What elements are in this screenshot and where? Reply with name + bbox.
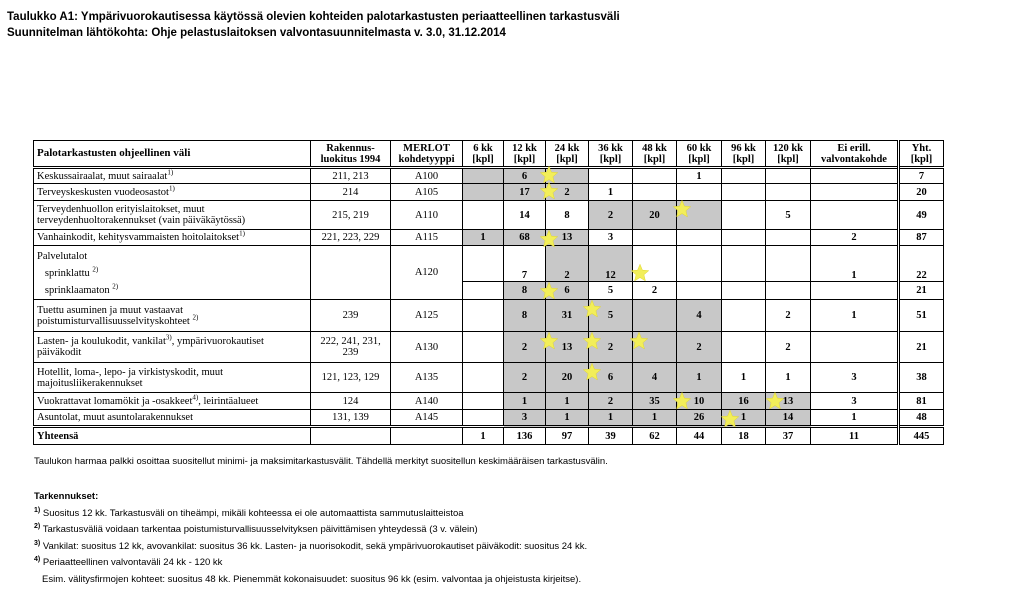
table-row <box>34 393 944 410</box>
cell-total: 39 <box>589 427 633 445</box>
cell-merlot: A130 <box>391 332 463 363</box>
cell <box>811 184 899 201</box>
cell: 1 <box>811 410 899 427</box>
cell: 14 <box>766 410 811 427</box>
cell: 12 <box>589 246 633 282</box>
row-label: Keskussairaalat, muut sairaalat$^{1)}$ <box>34 168 311 184</box>
cell <box>766 230 811 246</box>
cell <box>766 184 811 201</box>
cell: 3 <box>811 363 899 393</box>
cell: 2 <box>589 201 633 230</box>
cell: 2 <box>677 332 722 363</box>
cell <box>391 427 463 445</box>
cell: 5 <box>766 201 811 230</box>
star-icon <box>720 409 740 429</box>
cell-total: 97 <box>546 427 589 445</box>
header-48kk: 48 kk [kpl] <box>633 141 677 168</box>
row-label: Asuntolat, muut asuntolarakennukset <box>34 410 311 427</box>
cell-rak: 215, 219 <box>311 201 391 230</box>
row-label: Tuettu asuminen ja muut vastaavat poistumisturvallisuusselvityskohteet $^{2)}$ <box>34 300 311 332</box>
cell-total: 48 <box>899 410 944 427</box>
cell-rak <box>311 246 391 300</box>
inspection-interval-table <box>33 140 944 445</box>
title-line-1: Taulukko A1: Ympärivuorokautisessa käytössä olevien kohteiden palotarkastusten periaatteellinen tarkastusväli <box>7 11 620 23</box>
cell: 14 <box>504 201 546 230</box>
header-36kk: 36 kk [kpl] <box>589 141 633 168</box>
note-1: $^{1)}$ Suositus 12 kk. Tarkastusväli on tiheämpi, mikäli kohteessa ei ole automaattista sammutuslaitteistoa <box>34 506 464 519</box>
cell: 2 <box>766 300 811 332</box>
cell <box>633 230 677 246</box>
cell: 1 <box>589 184 633 201</box>
table-row <box>34 184 944 201</box>
header-24kk: 24 kk [kpl] <box>546 141 589 168</box>
cell: 1 <box>766 363 811 393</box>
star-icon <box>582 331 602 351</box>
cell <box>633 168 677 184</box>
cell <box>722 201 766 230</box>
cell: 2 <box>589 393 633 410</box>
cell <box>766 281 811 299</box>
cell: 1 <box>633 410 677 427</box>
table-row <box>34 201 944 230</box>
header-12kk: 12 kk [kpl] <box>504 141 546 168</box>
cell <box>463 168 504 184</box>
note-4: $^{4)}$ Periaatteellinen valvontaväli 24 kk - 120 kk <box>34 555 223 568</box>
cell: 68 <box>504 230 546 246</box>
cell-total: 18 <box>722 427 766 445</box>
cell: 6 <box>546 281 589 299</box>
cell <box>463 246 504 282</box>
cell <box>677 281 722 299</box>
cell <box>463 393 504 410</box>
cell: 1 <box>589 410 633 427</box>
notes-heading: Tarkennukset: <box>34 491 99 502</box>
cell-total: 37 <box>766 427 811 445</box>
table-row <box>34 363 944 393</box>
cell <box>766 246 811 282</box>
star-icon <box>539 331 559 351</box>
cell <box>677 246 722 282</box>
cell-rak: 131, 139 <box>311 410 391 427</box>
cell <box>722 184 766 201</box>
cell <box>811 281 899 299</box>
cell <box>311 427 391 445</box>
note-4-detail: Esim. välitysfirmojen kohteet: suositus 48 kk. Pienemmät kokonaisuudet: suositus 96 kk (esim. valvontaa ja ohjeistusta kirjeitse). <box>42 573 582 585</box>
cell: 1 <box>677 363 722 393</box>
cell: 35 <box>633 393 677 410</box>
note-2: $^{2)}$ Tarkastusväliä voidaan tarkentaa poistumisturvallisuusselvityksen päivittämisen yhteydessä (3 v. välein) <box>34 522 478 535</box>
cell-total: 20 <box>899 184 944 201</box>
cell-merlot: A125 <box>391 300 463 332</box>
cell: 10 <box>677 393 722 410</box>
cell: 8 <box>546 201 589 230</box>
star-icon <box>629 331 649 351</box>
cell: 2 <box>633 281 677 299</box>
header-merlot: MERLOT kohdetyyppi <box>391 141 463 168</box>
star-icon <box>539 281 559 301</box>
cell-merlot: A110 <box>391 201 463 230</box>
cell: 1 <box>546 410 589 427</box>
cell: 1 <box>722 410 766 427</box>
row-label: Terveydenhuollon erityislaitokset, muut terveydenhuoltorakennukset (vain päiväkäytössä) <box>34 201 311 230</box>
cell <box>463 201 504 230</box>
star-icon <box>539 181 559 201</box>
table-row <box>34 168 944 184</box>
table-legend-note: Taulukon harmaa palkki osoittaa suositellut minimi- ja maksimitarkastusvälit. Tähdellä merkityt suositellun keskimääräisen tarkastusvälin. <box>34 456 608 467</box>
cell-total: 51 <box>899 300 944 332</box>
cell-total: 62 <box>633 427 677 445</box>
star-icon <box>582 362 602 382</box>
cell-rak: 121, 123, 129 <box>311 363 391 393</box>
cell-total: 7 <box>899 168 944 184</box>
cell-rak: 239 <box>311 300 391 332</box>
cell-rak: 221, 223, 229 <box>311 230 391 246</box>
cell-merlot: A100 <box>391 168 463 184</box>
cell: 3 <box>811 393 899 410</box>
table-row <box>34 300 944 332</box>
cell: 2 <box>811 230 899 246</box>
row-label: Hotellit, loma-, lepo- ja virkistyskodit, muut majoitusliikerakennukset <box>34 363 311 393</box>
cell <box>811 201 899 230</box>
cell: 1 <box>722 363 766 393</box>
header-yht: Yht. [kpl] <box>899 141 944 168</box>
cell: 5 <box>589 300 633 332</box>
cell <box>589 168 633 184</box>
cell: 4 <box>677 300 722 332</box>
cell-merlot: A140 <box>391 393 463 410</box>
header-120kk: 120 kk [kpl] <box>766 141 811 168</box>
cell <box>722 332 766 363</box>
star-icon <box>582 299 602 319</box>
cell <box>811 332 899 363</box>
cell-rak: 124 <box>311 393 391 410</box>
cell: 3 <box>589 230 633 246</box>
cell: 4 <box>633 363 677 393</box>
cell-grand-total: 445 <box>899 427 944 445</box>
star-icon <box>765 391 785 411</box>
cell <box>463 184 504 201</box>
cell <box>722 300 766 332</box>
header-6kk: 6 kk [kpl] <box>463 141 504 168</box>
header-interval: Palotarkastusten ohjeellinen väli <box>34 141 311 168</box>
totals-row <box>34 427 944 445</box>
cell: 8 <box>504 300 546 332</box>
cell <box>722 230 766 246</box>
cell-total: 21 <box>899 332 944 363</box>
cell <box>463 281 504 299</box>
totals-label: Yhteensä <box>34 427 311 445</box>
cell: 20 <box>633 201 677 230</box>
cell-merlot: A120 <box>391 246 463 300</box>
row-label: Terveyskeskusten vuodeosastot$^{1)}$ <box>34 184 311 201</box>
cell-total: 21 <box>899 281 944 299</box>
cell <box>677 184 722 201</box>
cell: 13 <box>766 393 811 410</box>
cell: 26 <box>677 410 722 427</box>
cell: 3 <box>504 410 546 427</box>
cell <box>463 363 504 393</box>
cell <box>811 168 899 184</box>
cell <box>766 168 811 184</box>
cell <box>633 184 677 201</box>
header-96kk: 96 kk [kpl] <box>722 141 766 168</box>
table-row <box>34 230 944 246</box>
cell: 6 <box>504 168 546 184</box>
cell <box>463 332 504 363</box>
cell-merlot: A145 <box>391 410 463 427</box>
cell-merlot: A135 <box>391 363 463 393</box>
cell <box>463 300 504 332</box>
cell: 1 <box>546 393 589 410</box>
cell: 2 <box>766 332 811 363</box>
row-label: Vuokrattavat lomamökit ja -osakkeet$^{4)}$, leirintäalueet <box>34 393 311 410</box>
cell: 13 <box>546 332 589 363</box>
cell-total: 81 <box>899 393 944 410</box>
star-icon <box>672 391 692 411</box>
cell: 1 <box>504 393 546 410</box>
cell-merlot: A115 <box>391 230 463 246</box>
cell: 6 <box>589 363 633 393</box>
row-label: Lasten- ja koulukodit, vankilat$^{3)}$, ympärivuorokautiset päiväkodit <box>34 332 311 363</box>
document-title <box>7 9 620 41</box>
cell-total: 87 <box>899 230 944 246</box>
cell-total: 11 <box>811 427 899 445</box>
cell-total: 38 <box>899 363 944 393</box>
cell: 13 <box>546 230 589 246</box>
cell-total: 44 <box>677 427 722 445</box>
title-line-2: Suunnitelman lähtökohta: Ohje pelastuslaitoksen valvontasuunnitelmasta v. 3.0, 31.12.2014 <box>7 27 506 39</box>
cell: 17 <box>504 184 546 201</box>
cell: 2 <box>589 332 633 363</box>
star-icon <box>630 263 650 283</box>
star-icon <box>672 199 692 219</box>
row-label: Palvelutalot sprinklattu $^{2)}$ sprinklaamaton $^{2)}$ <box>34 246 311 300</box>
header-rakennusluokitus: Rakennus- luokitus 1994 <box>311 141 391 168</box>
table-row <box>34 410 944 427</box>
cell: 1 <box>811 300 899 332</box>
cell: 2 <box>504 332 546 363</box>
notes-section <box>34 489 587 588</box>
table-row <box>34 246 944 265</box>
cell <box>722 281 766 299</box>
cell: 2 <box>546 184 589 201</box>
cell: 5 <box>589 281 633 299</box>
cell-rak: 222, 241, 231, 239 <box>311 332 391 363</box>
table-row <box>34 332 944 363</box>
cell <box>633 300 677 332</box>
cell: 1 <box>811 246 899 282</box>
cell: 31 <box>546 300 589 332</box>
cell: 2 <box>504 363 546 393</box>
header-row <box>34 141 944 168</box>
cell: 2 <box>546 246 589 282</box>
cell <box>463 410 504 427</box>
row-label: Vanhainkodit, kehitysvammaisten hoitolaitokset$^{1)}$ <box>34 230 311 246</box>
header-ei-erill: Ei erill. valvontakohde <box>811 141 899 168</box>
note-3: $^{3)}$ Vankilat: suositus 12 kk, avovankilat: suositus 36 kk. Lasten- ja nuorisokodit, sekä ympärivuorokautiset päiväkodit: suositus 24 kk. <box>34 539 588 552</box>
cell-rak: 211, 213 <box>311 168 391 184</box>
cell-total: 1 <box>463 427 504 445</box>
cell-total: 49 <box>899 201 944 230</box>
cell: 7 <box>504 246 546 282</box>
cell-total: 22 <box>899 246 944 282</box>
header-60kk: 60 kk [kpl] <box>677 141 722 168</box>
cell <box>722 168 766 184</box>
cell: 8 <box>504 281 546 299</box>
cell <box>677 230 722 246</box>
cell: 1 <box>677 168 722 184</box>
cell: 20 <box>546 363 589 393</box>
cell-rak: 214 <box>311 184 391 201</box>
cell: 16 <box>722 393 766 410</box>
cell <box>722 246 766 282</box>
star-icon <box>539 229 559 249</box>
cell-total: 136 <box>504 427 546 445</box>
cell-merlot: A105 <box>391 184 463 201</box>
cell: 1 <box>463 230 504 246</box>
